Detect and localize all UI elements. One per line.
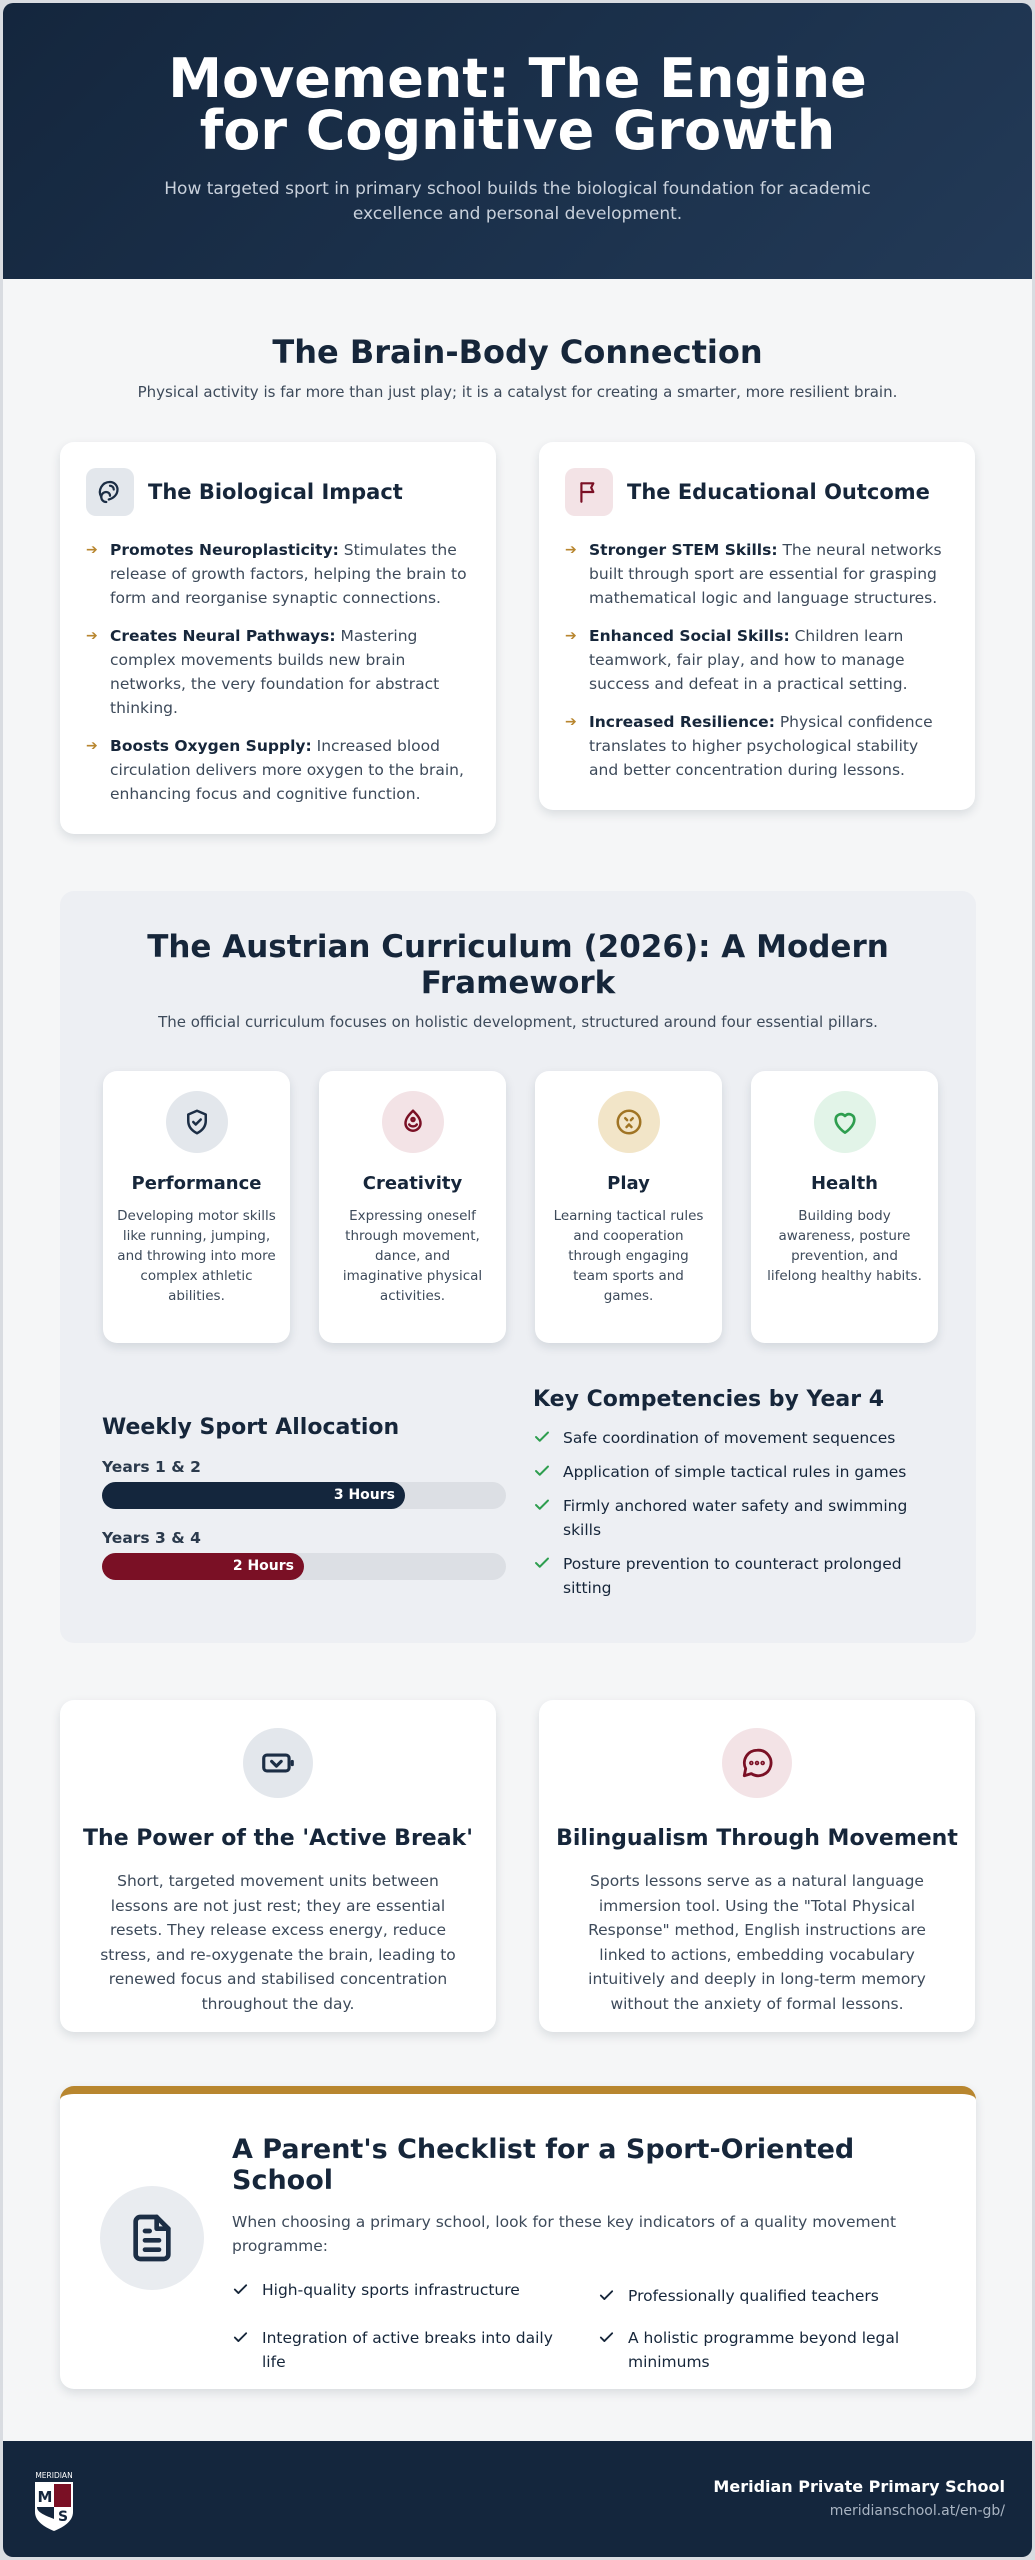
weekly-allocation (102, 1415, 506, 1580)
check-icon (232, 2281, 249, 2305)
allocation-title: Weekly Sport Allocation (102, 1415, 400, 1440)
school-logo (29, 2469, 79, 2533)
document-icon (100, 2186, 204, 2290)
pillar-card-play (535, 1071, 722, 1343)
list-item: Posture prevention to counteract prolonged sitting (533, 1552, 943, 1600)
checklist-item: Professionally qualified teachers (598, 2284, 938, 2308)
allocation-label: Years 1 & 2 (102, 1458, 201, 1476)
card-title: The Biological Impact (148, 480, 403, 504)
pillar-title: Creativity (362, 1173, 463, 1194)
biological-impact-card (60, 442, 496, 834)
allocation-bar (102, 1553, 506, 1580)
pillar-title: Performance (131, 1173, 262, 1194)
card-title: The Educational Outcome (627, 480, 930, 504)
bilingualism-card (539, 1700, 975, 2032)
section-title: The Austrian Curriculum (2026): A Modern Framework (147, 929, 889, 1001)
arrow-icon: ➔ (86, 738, 98, 754)
pillar-text: Developing motor skills like running, jumping, and throwing into more complex athletic abilities. (117, 1208, 276, 1304)
list-item: ➔ Enhanced Social Skills: Children learn teamwork, fair play, and how to manage success and defeat in a practical setting. (565, 624, 949, 696)
check-icon (533, 1554, 551, 1579)
creativity-icon (382, 1091, 444, 1153)
arrow-icon: ➔ (565, 714, 577, 730)
check-icon (533, 1428, 551, 1453)
feature-title: Bilingualism Through Movement (556, 1826, 958, 1851)
pillar-title: Health (810, 1173, 878, 1194)
list-item: ➔ Creates Neural Pathways: Mastering complex movements builds new brain networks, the very foundation for abstract thinking. (86, 624, 470, 720)
pillar-title: Play (607, 1173, 650, 1194)
pillar-card-health (751, 1071, 938, 1343)
feature-title: The Power of the 'Active Break' (83, 1826, 473, 1851)
pillar-card-performance (103, 1071, 290, 1343)
section-subtitle: The official curriculum focuses on holistic development, structured around four essential pillars. (158, 1013, 878, 1031)
shield-check-icon (166, 1091, 228, 1153)
pillar-text: Building body awareness, posture prevention, and lifelong healthy habits. (767, 1208, 922, 1284)
check-icon (533, 1462, 551, 1487)
smile-icon (598, 1091, 660, 1153)
chat-bubble-icon (722, 1728, 792, 1798)
competencies-title: Key Competencies by Year 4 (533, 1387, 885, 1412)
checklist-item: A holistic programme beyond legal minimums (598, 2326, 928, 2374)
svg-text:MERIDIAN: MERIDIAN (35, 2471, 73, 2480)
checklist-item: Integration of active breaks into daily life (232, 2326, 562, 2374)
footer (3, 2441, 1032, 2557)
curriculum-panel (60, 891, 976, 1643)
educational-outcome-card (539, 442, 975, 810)
active-break-card (60, 1700, 496, 2032)
allocation-bar-fill: 2 Hours (102, 1553, 304, 1580)
list-item: ➔ Stronger STEM Skills: The neural networks built through sport are essential for grasping mathematical logic and language structures. (565, 538, 949, 610)
list-item: Safe coordination of movement sequences (533, 1426, 943, 1450)
list-item: Application of simple tactical rules in games (533, 1460, 943, 1484)
footer-school-name: Meridian Private Primary School (713, 2477, 1005, 2496)
brain-icon (86, 468, 134, 516)
svg-text:S: S (57, 2509, 69, 2525)
feature-text: Sports lessons serve as a natural language immersion tool. Using the "Total Physical Response" method, English instructions are linked to actions, embedding vocabulary intuitively and deeply in long-term memory without the anxiety of formal lessons. (588, 1872, 926, 2013)
feature-text: Short, targeted movement units between lessons are not just rest; they are essential resets. They release excess energy, reduce stress, and re-oxygenate the brain, leading to renewed focus and stabilised concentration throughout the day. (100, 1872, 456, 2013)
check-icon (598, 2287, 615, 2311)
list-item: ➔ Promotes Neuroplasticity: Stimulates the release of growth factors, helping the brain to form and reorganise synaptic connections. (86, 538, 470, 610)
arrow-icon: ➔ (86, 542, 98, 558)
parent-checklist-card (60, 2086, 976, 2389)
list-item: ➔ Increased Resilience: Physical confidence translates to higher psychological stability and better concentration during lessons. (565, 710, 949, 782)
brain-body-header (3, 333, 1032, 401)
check-icon (533, 1496, 551, 1521)
svg-text:M: M (37, 2488, 53, 2506)
hero-title: Movement: The Engine for Cognitive Growth (168, 47, 867, 162)
page (3, 3, 1032, 2557)
heart-icon (814, 1091, 876, 1153)
allocation-label: Years 3 & 4 (102, 1529, 201, 1547)
arrow-icon: ➔ (565, 628, 577, 644)
section-subtitle: Physical activity is far more than just play; it is a catalyst for creating a smarter, more resilient brain. (137, 383, 898, 401)
pillar-card-creativity (319, 1071, 506, 1343)
section-title: The Brain-Body Connection (272, 333, 763, 371)
check-icon (598, 2329, 615, 2353)
arrow-icon: ➔ (565, 542, 577, 558)
battery-icon (243, 1728, 313, 1798)
list-item: ➔ Boosts Oxygen Supply: Increased blood circulation delivers more oxygen to the brain, enhancing focus and cognitive function. (86, 734, 470, 806)
hero-subtitle: How targeted sport in primary school builds the biological foundation for academic excellence and personal development. (164, 179, 871, 224)
check-icon (232, 2329, 249, 2353)
allocation-bar (102, 1482, 506, 1509)
allocation-bar-fill: 3 Hours (102, 1482, 405, 1509)
footer-url-link[interactable]: meridianschool.at/en-gb/ (829, 2503, 1005, 2519)
list-item: Firmly anchored water safety and swimming skills (533, 1494, 943, 1542)
pillar-text: Learning tactical rules and cooperation through engaging team sports and games. (553, 1208, 704, 1304)
key-competencies (533, 1387, 943, 1610)
checklist-title: A Parent's Checklist for a Sport-Oriented School (232, 2134, 855, 2196)
hero-banner (3, 3, 1032, 279)
arrow-icon: ➔ (86, 628, 98, 644)
checklist-item: High-quality sports infrastructure (232, 2278, 572, 2302)
flag-icon (565, 468, 613, 516)
checklist-intro: When choosing a primary school, look for these key indicators of a quality movement programme: (232, 2213, 897, 2255)
pillar-text: Expressing oneself through movement, dance, and imaginative physical activities. (342, 1208, 483, 1304)
